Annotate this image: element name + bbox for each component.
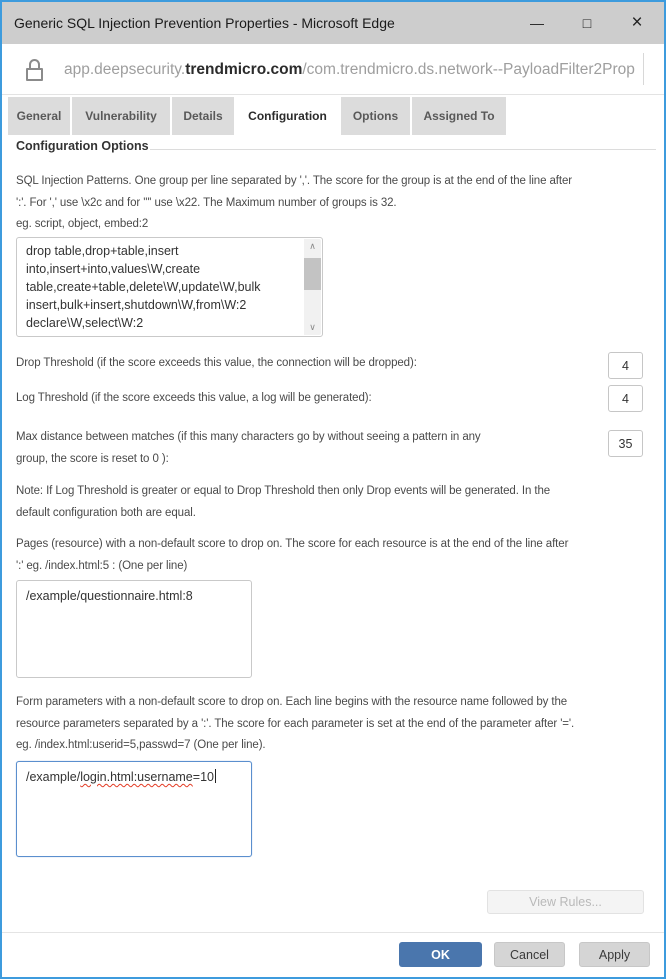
maximize-icon: □ [582,15,592,31]
max-distance-label: Max distance between matches (if this many characters go by without seeing a pattern in any group, the score is reset to 0 ): [16,431,481,465]
tab-configuration[interactable]: Configuration [236,97,339,135]
threshold-note: Note: If Log Threshold is greater or equal to Drop Threshold then only Drop events will be generated. In the default configuration both are equal. [16,485,551,519]
section-divider [150,149,656,150]
cancel-button[interactable]: Cancel [494,942,565,967]
url-text[interactable] [64,44,638,95]
pages-value: /example/questionnaire.html:8 [26,589,193,603]
form-params-description: Form parameters with a non-default score to drop on. Each line begins with the resource name followed by the resource parameters separated by a ':'. The score for each parameter is set at the end of the parameter after '='. eg. /index.html:userid=5,passwd=7 (One per line). [16,696,575,751]
tab-general[interactable]: General [8,97,70,135]
pages-description: Pages (resource) with a non-default score to drop on. The score for each resource is at the end of the line after ':' eg. /index.html:5 : (One per line) [16,538,569,572]
tab-assigned-to[interactable]: Assigned To [412,97,506,135]
log-threshold-input[interactable] [608,385,643,412]
url-path: /com.trendmicro.ds.network--PayloadFilter2Prop [302,61,635,78]
minimize-button[interactable] [512,2,562,44]
text-cursor [215,769,216,783]
scroll-down-icon[interactable]: ∨ [309,322,316,332]
scroll-up-icon[interactable]: ∧ [309,241,316,251]
log-threshold-label: Log Threshold (if the score exceeds this value, a log will be generated): [16,392,372,404]
minimize-icon: — [530,15,544,31]
tab-details[interactable]: Details [172,97,234,135]
lock-icon[interactable] [26,59,43,81]
textarea-scrollbar[interactable] [304,239,321,335]
tab-options[interactable]: Options [341,97,410,135]
url-domain: trendmicro.com [185,61,303,78]
form-params-value: /example/login.html:username=10 [26,770,214,784]
drop-threshold-input[interactable] [608,352,643,379]
address-bar[interactable] [2,44,664,95]
close-icon: × [631,12,643,33]
sql-patterns-description: SQL Injection Patterns. One group per line separated by ','. The score for the group is at the end of the line after ':'. For ',' use \x2c and for '"' use \x22. The Maximum number of groups is 32. eg. script, object, embed:2 [16,175,572,230]
apply-button[interactable]: Apply [579,942,650,967]
scrollbar-thumb[interactable] [304,258,321,290]
close-button[interactable] [612,2,662,44]
address-bar-divider [643,53,644,85]
tab-strip [2,95,664,135]
drop-threshold-label: Drop Threshold (if the score exceeds this value, the connection will be dropped): [16,357,417,369]
window-title: Generic SQL Injection Prevention Properties - Microsoft Edge [14,15,395,31]
pages-textarea[interactable] [16,580,252,678]
sql-patterns-value: drop table,drop+table,insert into,insert+into,values\W,create table,create+table,delete\W,update\W,bulk insert,bulk+insert,shutdown\W,from\W:2 declare\W,select\W:2 [26,244,261,330]
title-bar[interactable] [2,2,664,44]
form-params-textarea[interactable] [16,761,252,857]
max-distance-input[interactable] [608,430,643,457]
spellcheck-flagged-text: login.html:username [80,770,193,784]
sql-patterns-textarea[interactable] [16,237,323,337]
tab-vulnerability[interactable]: Vulnerability [72,97,170,135]
window-controls [512,2,662,44]
ok-button[interactable]: OK [399,942,482,967]
maximize-button[interactable] [562,2,612,44]
footer-divider [2,932,666,933]
page-title: Configuration Options [16,139,149,153]
view-rules-button[interactable]: View Rules... [487,890,644,914]
url-subdomain: app.deepsecurity. [64,61,186,78]
